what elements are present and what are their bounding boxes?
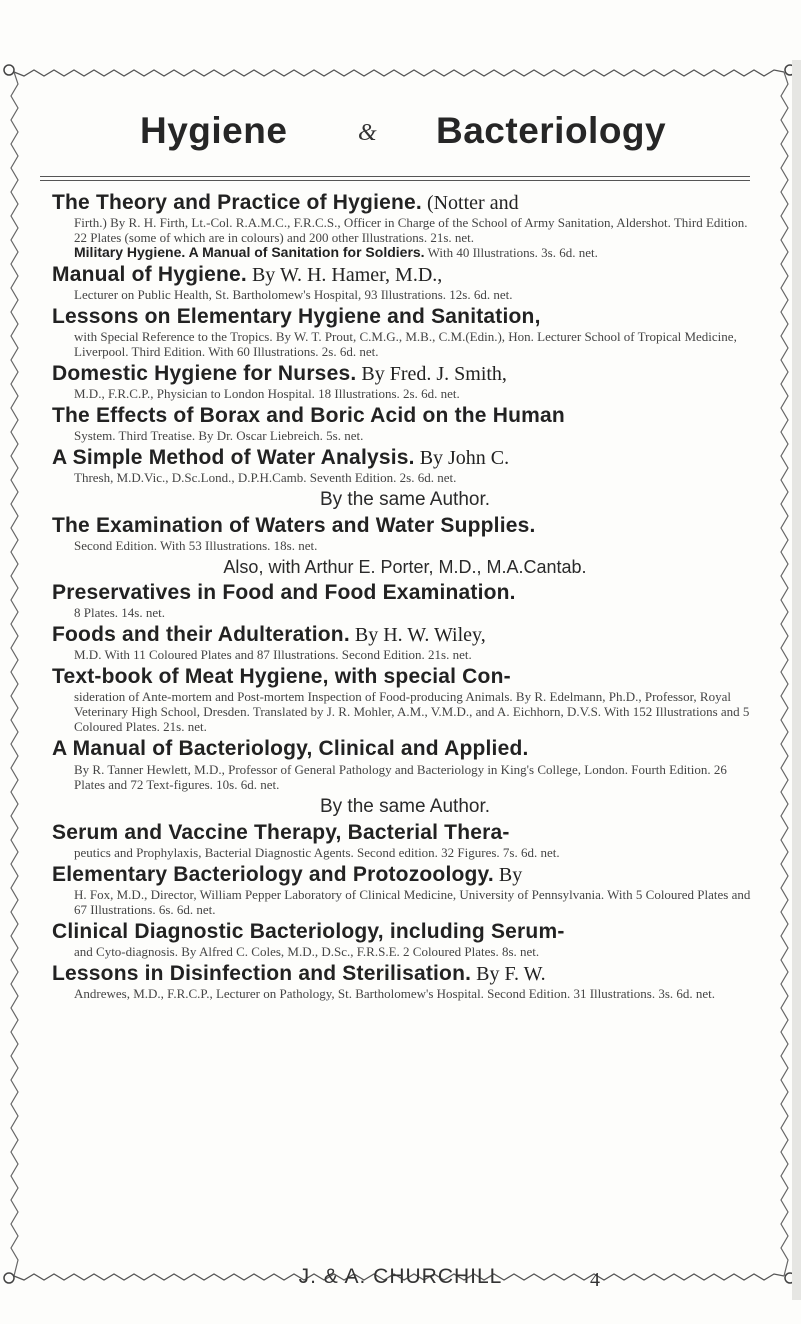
book-entry: [52, 264, 758, 302]
header-title-bacteriology: Bacteriology: [436, 110, 667, 151]
book-description: M.D., F.R.C.P., Physician to London Hospital. 18 Illustrations. 2s. 6d. net.: [74, 386, 460, 402]
book-title: Text-book of Meat Hygiene, with special Con-: [52, 665, 511, 689]
book-author-lead: By H. W. Wiley,: [349, 624, 486, 647]
book-title: Preservatives in Food and Food Examination.: [52, 581, 516, 605]
book-entry: [52, 738, 758, 791]
book-title: Manual of Hygiene.: [52, 263, 247, 287]
book-title: Domestic Hygiene for Nurses.: [52, 362, 357, 386]
book-description: and Cyto-diagnosis. By Alfred C. Coles, M.D., D.Sc., F.R.S.E. 2 Coloured Plates. 8s. net.: [74, 943, 540, 959]
book-title: The Theory and Practice of Hygiene.: [52, 191, 422, 214]
book-title: Military Hygiene. A Manual of Sanitation for Soldiers.: [74, 244, 425, 261]
book-entry: [52, 245, 758, 260]
book-title: The Effects of Borax and Boric Acid on the Human: [52, 404, 565, 428]
header-title-hygiene: Hygiene: [140, 110, 288, 151]
book-entry: [52, 864, 758, 917]
header-rule-top: [40, 176, 750, 177]
book-entry: [52, 405, 758, 443]
book-title: Elementary Bacteriology and Protozoology.: [52, 862, 494, 886]
book-entry: [52, 447, 758, 485]
book-entry: [52, 666, 758, 734]
book-description: sideration of Ante-mortem and Post-mortem Inspection of Food-producing Animals. By R. Edelmann, Ph.D., Professor, Royal Veterinary High School, Dresden. Translated by J. R. Mohler, A.M., V.M.D., and A. Eichhorn, D.V.S. With 152 Illustrations and 5 Coloured Plates. 21s. net.: [74, 689, 750, 735]
book-description: System. Third Treatise. By Dr. Oscar Liebreich. 5s. net.: [74, 428, 364, 444]
book-entry: [52, 582, 758, 620]
book-entry: [52, 192, 758, 245]
book-title: Clinical Diagnostic Bacteriology, including Serum-: [52, 919, 565, 943]
book-description: Firth.) By R. H. Firth, Lt.-Col. R.A.M.C., F.R.C.S., Officer in Charge of the School of Army Sanitation, Aldershot. Third Edition. 22 Plates (some of which are in colours) and 200 other Illustrations. 21s. net.: [74, 215, 748, 246]
book-description: With 40 Illustrations. 3s. 6d. net.: [427, 245, 598, 261]
publisher-footer: J. & A. CHURCHILL: [298, 1265, 503, 1288]
book-description: Andrewes, M.D., F.R.C.P., Lecturer on Pathology, St. Bartholomew's Hospital. Second Edition. 31 Illustrations. 3s. 6d. net.: [74, 985, 716, 1001]
book-entry: [52, 363, 758, 401]
book-author-lead: By Fred. J. Smith,: [356, 363, 507, 386]
book-description: peutics and Prophylaxis, Bacterial Diagnostic Agents. Second edition. 32 Figures. 7s. 6d. net.: [74, 844, 560, 860]
book-entry: [52, 963, 758, 1001]
book-description: Second Edition. With 53 Illustrations. 18s. net.: [74, 538, 318, 554]
book-description: Lecturer on Public Health, St. Bartholomew's Hospital, 93 Illustrations. 12s. 6d. net.: [74, 287, 513, 303]
header-rule-bottom: [40, 180, 750, 181]
by-same-author-note: By the same Author.: [319, 795, 491, 817]
book-entry: [52, 822, 758, 860]
book-entry: [52, 515, 758, 553]
page-number: 4: [590, 1269, 600, 1291]
book-title: Lessons in Disinfection and Sterilisation.: [52, 961, 472, 985]
book-author-lead: By F. W.: [471, 962, 546, 985]
book-title: A Simple Method of Water Analysis.: [52, 446, 415, 470]
book-entry: [52, 306, 758, 359]
book-entry: [52, 624, 758, 662]
book-title: Serum and Vaccine Therapy, Bacterial Thera-: [52, 820, 510, 844]
book-description: Thresh, M.D.Vic., D.Sc.Lond., D.P.H.Camb. Seventh Edition. 2s. 6d. net.: [74, 470, 457, 486]
book-description: with Special Reference to the Tropics. By W. T. Prout, C.M.G., M.B., C.M.(Edin.), Hon. Lecturer School of Tropical Medicine, Liverpool. Third Edition. With 60 Illustrations. 2s. 6d. net.: [74, 329, 737, 360]
by-same-author-note: By the same Author.: [319, 489, 491, 511]
book-title: Foods and their Adulteration.: [52, 623, 350, 647]
book-author-lead: By W. H. Hamer, M.D.,: [246, 264, 443, 287]
also-with-note: Also, with Arthur E. Porter, M.D., M.A.Cantab.: [223, 557, 587, 578]
book-author-lead: (Notter and: [421, 192, 519, 214]
book-description: 8 Plates. 14s. net.: [74, 605, 165, 621]
book-description: By R. Tanner Hewlett, M.D., Professor of General Pathology and Bacteriology in King's College, London. Fourth Edition. 26 Plates and 72 Text-figures. 10s. 6d. net.: [74, 761, 727, 792]
book-author-lead: By: [493, 863, 523, 886]
book-description: H. Fox, M.D., Director, William Pepper Laboratory of Clinical Medicine, University of Pennsylvania. With 5 Coloured Plates and 67 Illustrations. 6s. 6d. net.: [74, 886, 751, 917]
book-author-lead: By John C.: [414, 447, 510, 470]
book-title: Lessons on Elementary Hygiene and Sanitation,: [52, 305, 541, 329]
book-title: A Manual of Bacteriology, Clinical and Applied.: [52, 737, 529, 761]
header-ampersand: &: [358, 120, 377, 146]
book-description: M.D. With 11 Coloured Plates and 87 Illustrations. Second Edition. 21s. net.: [74, 647, 472, 663]
book-list: [52, 192, 758, 1005]
page-header: [40, 110, 740, 170]
book-title: The Examination of Waters and Water Supplies.: [52, 514, 536, 538]
book-entry: [52, 921, 758, 959]
